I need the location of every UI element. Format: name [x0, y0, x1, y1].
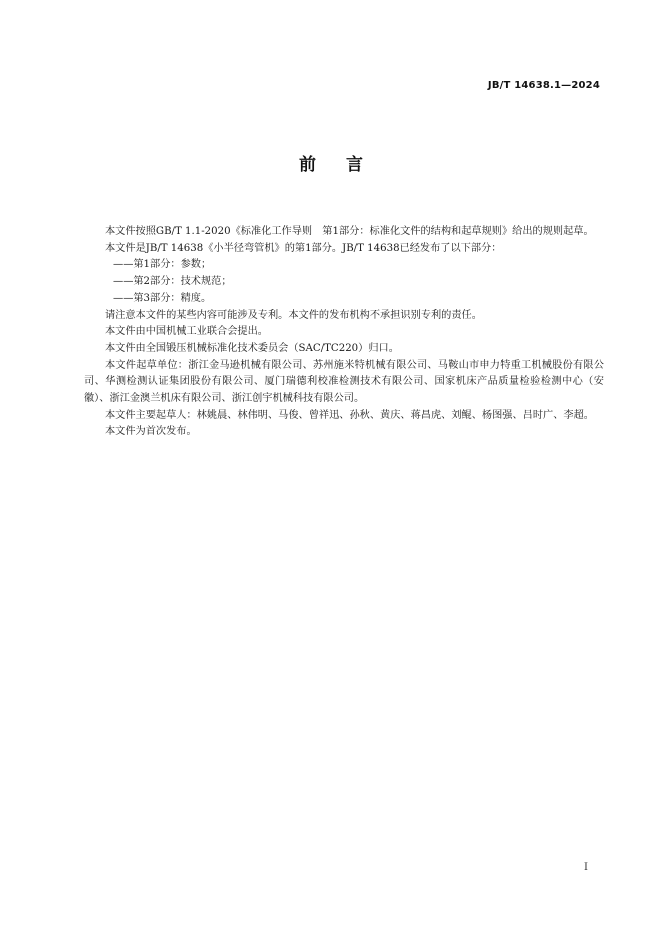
paragraph-part-intro: 本文件是JB/T 14638《小半径弯管机》的第1部分。JB/T 14638已经发布了以下部分：	[105, 242, 502, 254]
document-code: JB/T 14638.1—2024	[487, 80, 600, 91]
paragraph-drafting-rules: 本文件按照GB/T 1.1-2020《标准化工作导则 第1部分：标准化文件的结构和起草规则》给出的规则起草。	[105, 226, 594, 237]
paragraph-drafting-units: 本文件起草单位：浙江金马逊机械有限公司、苏州施米特机械有限公司、马鞍山市申力特重工机械股份有限公司、华测检测认证集团股份有限公司、厦门瑞德利校准检测技术有限公司、国家机床产品质量检验检测中心（安徽）、浙江金澳兰机床有限公司、浙江创宇机械科技有限公司。	[84, 359, 604, 405]
foreword-body	[84, 224, 604, 441]
paragraph-committee: 本文件由全国锻压机械标准化技术委员会（SAC/TC220）归口。	[105, 342, 399, 354]
paragraph-proposer: 本文件由中国机械工业联合会提出。	[105, 326, 268, 338]
page-title: 前言	[299, 155, 393, 175]
list-item-part-1: ——第1部分：参数；	[113, 259, 212, 271]
list-item-part-3: ——第3部分：精度。	[113, 292, 212, 304]
list-item-part-2: ——第2部分：技术规范；	[113, 276, 232, 288]
paragraph-drafters: 本文件主要起草人：林姚晨、林伟明、马俊、曾祥迅、孙秋、黄庆、蒋昌虎、刘鲲、杨图强、吕时广、李超。	[105, 409, 594, 421]
paragraph-first-release: 本文件为首次发布。	[105, 426, 197, 438]
paragraph-patent-notice: 请注意本文件的某些内容可能涉及专利。本文件的发布机构不承担识别专利的责任。	[105, 309, 482, 321]
page-number: I	[584, 862, 588, 873]
